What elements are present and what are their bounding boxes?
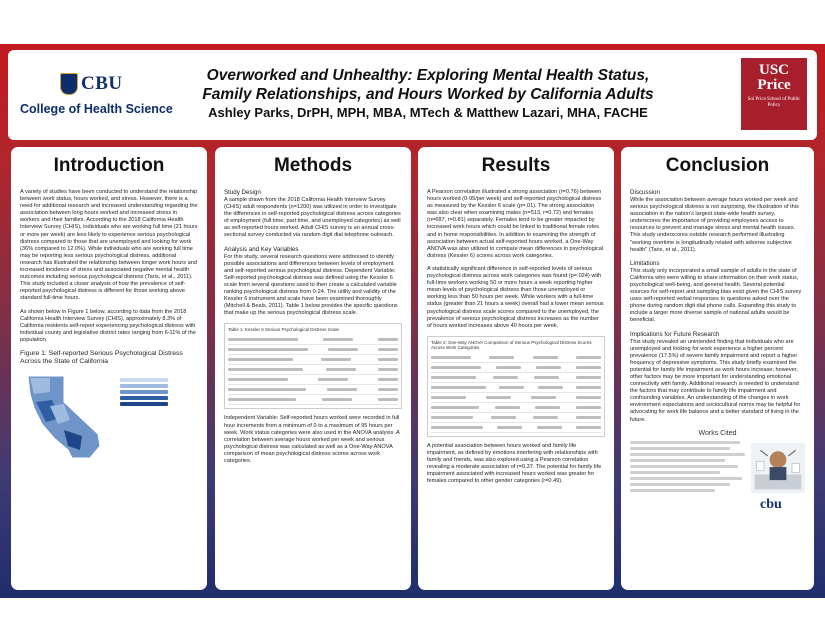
methods-para1: A sample drawn from the 2018 California Health Interview Survey (CHIS) adult respondents (n=1200) was utilized in order to investigate the differences in self-reported psychological distress across categories of employment (full time, part time, and unemployed categories) as well as self-reported hours worked. Adult CHIS survey is an annual cross-sectional survey conducted via random digit dial telephone outreach.	[224, 197, 401, 239]
cbu-bottom-logo: cbu	[760, 496, 782, 512]
conclusion-panel	[621, 147, 814, 590]
introduction-para1: A variety of studies have been conducted to understand the relationship between work status, hours worked, and stress. However, there is a need for additional research and increased understanding regarding the association between long hours worked and increased stress in workers and their families. According to the 2018 California Health Interview Survey (CHIS), individuals who are working full time (21 hours or more per week) are less likely to experience serious psychological distress compared to those that are unemployed and looking for work (36% compared to 12.0%). While individuals who are working full time may be reporting less serious psychological distress, additional research has illustrated the relationship between longer work hours and increased incidence of stress and associated negative mental health outcomes including serious psychological distress (Taris, et al., 2011). This study included a closer analysis of how the prevalence of self-reported psychological distress is different for those working above standard full-time hours.	[20, 189, 198, 302]
figure1-caption: Figure 1: Self-reported Serious Psychological Distress Across the State of California	[20, 349, 183, 365]
conclusion-heading: Conclusion	[665, 155, 770, 176]
conclusion-para3: This study revealed an unintended finding that individuals who are unemployed and looking for work experience a higher percent prevalence (17.5%) of severe family impairment and report a higher frequency of depressive symptoms. This study briefly examined the potential for family life impairment as work hours increase; however, other factors may be more important for understanding emotional connectivity with family. Additional research is needed to understand the factors that may contribute to family life impairment and confounding variables. An understanding of the changes in work environment expectations and sociocultural norms may be helpful for advocating for work life balance and a better standard of living in the future.	[630, 338, 801, 423]
introduction-heading: Introduction	[53, 155, 165, 176]
college-name: College of Health Science	[20, 102, 173, 116]
works-cited-row	[630, 441, 805, 495]
map-legend	[120, 378, 168, 408]
table1-figure	[224, 323, 402, 409]
title-block	[168, 66, 688, 121]
stressed-worker-image	[751, 441, 805, 495]
conclusion-para2: This study only incorporated a small sample of adults in the state of California who were willing to share information on their work status, psychological well-being, and general health. Several potential sources for self-report and sampling bias exist given the CHIS survey uses self-reported verbal responses to questions asked over the phone during random digit dial phone calls. Expanding this study to include a larger more diverse sample of national adults would be beneficial.	[630, 267, 802, 324]
results-para3: A potential association between hours worked and family life impairment, as defined by emotions interfering with relationships with family and friends, was also explored using a Pearson correlation revealing a moderate association of r=0.37. The potential for family life impairment associated with increased hours worked was greater for females compared to other gender categories (r=0.49).	[427, 442, 602, 485]
conclusion-discussion-title: Discussion	[630, 189, 660, 196]
cbu-seal-icon	[60, 73, 78, 95]
table2-caption: Table 2: One-Way ANOVA Comparison of Serious Psychological Distress Scores Across Work Categories	[431, 339, 592, 350]
conclusion-implications-title: Implications for Future Research	[630, 330, 720, 338]
conclusion-para1: While the association between average hours worked per week and serious psychological distress is not surprising, the illustration of this association in the nation's largest state-wide health survey, underscores the importance of providing employees access to resources to prevent and manage stress and mental health issues. This study underscores outside research performed illustrating "working overtime is longitudinally related with adverse subjective health" (Taris, et al., 2011).	[630, 197, 799, 253]
poster-authors: Ashley Parks, DrPH, MPH, MBA, MTech & Matthew Lazari, MHA, FACHE	[208, 105, 648, 120]
price-logo-text: Price	[757, 77, 791, 93]
poster-header	[8, 50, 817, 140]
introduction-panel	[11, 147, 207, 590]
works-cited-title: Works Cited	[698, 429, 737, 437]
table1-caption: Table 1: Kessler 6 Serious Psychological Distress Scale	[228, 327, 340, 333]
cbu-logo	[20, 72, 173, 124]
conclusion-limitations-title: Limitations	[630, 259, 660, 267]
results-panel	[418, 147, 614, 590]
results-para1: A Pearson correlation illustrated a strong association (r=0.76) between hours worked (0-95/per week) and self-reported psychological distress as measured by the Kessler 6 scale (p=.01). The strong association was also clear when examining males (n=513, r=0.72) and females (n=687, r=0.81) separately. Females tend to be greater impacted by increased work hours which could be linked to traditional female roles and in home responsibilities. In addition to examining the strength of association between actual self-reported hours worked, a One-Way ANOVA was also utilized to compare mean differences in psychological distress (Kessler 6) scores across work categories.	[427, 189, 604, 259]
poster-title-line1: Overworked and Unhealthy: Exploring Mental Health Status,	[206, 67, 650, 84]
table2-figure	[427, 336, 605, 437]
methods-analysis-title: Analysis and Key Variables	[224, 245, 299, 253]
methods-para2: For this study, several research questions were addressed to identify possible associations and differences between levels of employment and self-reported serious psychological distress. Dependent Variable: Self-reported psychological distress was defined using the Kessler 6 scale from several questions used to then create a calculated variable ranking psychological distress from 0-24. The utility and validity of the Kessler 6 instrument and scale have been examined thoroughly (Mitchell & Beals, 2011). Table 1 below provides the specific questions that make up the serious psychological distress scale.	[224, 253, 398, 317]
usc-logo-text: USC	[758, 62, 789, 78]
california-map-icon	[20, 372, 120, 462]
methods-para3: Independent Variable: Self-reported hours worked were recorded in full hour increments from a minimum of 0 to a maximum of 95 hours per week. Work status categories were also used in the ANOVA analysis. A correlation between average hours worked per week and serious psychological distress was calculated as well as a One-Way ANOVA comparison of mean psychological distress scores across work categories.	[224, 415, 400, 464]
results-para2: A statistically significant difference in self-reported levels of serious psychological distress across work categories was found (p=.024) with full-time workers working 50 or more hours a week reporting higher mean levels of psychological distress than those unemployed or working less than 50 hours per week. While workers with a full-time status (greater than 21 hours a week) overall had a lower mean serious psychological distress scale scores compared to the unemployed, the prevalence of serious psychological distress increases as the number of hours worked increases above 40 hours per week.	[427, 265, 604, 329]
methods-study-design-title: Study Design	[224, 189, 261, 196]
california-map-figure	[20, 372, 170, 462]
usc-price-logo	[741, 58, 807, 130]
poster-title-line2: Family Relationships, and Hours Worked by California Adults	[202, 86, 654, 103]
usc-logo-sub: Sol Price School of Public Policy	[747, 97, 801, 108]
cbu-logo-text: CBU	[81, 73, 123, 94]
introduction-para2: As shown below in Figure 1 below, according to data from the 2018 California Health Interview Survey (CHIS), approximately 8.3% of California residents self-report experiencing psychological distress with individual county and legislative district rates ranging from 6-11% of the population.	[20, 308, 196, 343]
methods-heading: Methods	[273, 155, 353, 176]
works-cited-list	[630, 441, 745, 495]
results-heading: Results	[481, 155, 551, 176]
methods-panel	[215, 147, 411, 590]
